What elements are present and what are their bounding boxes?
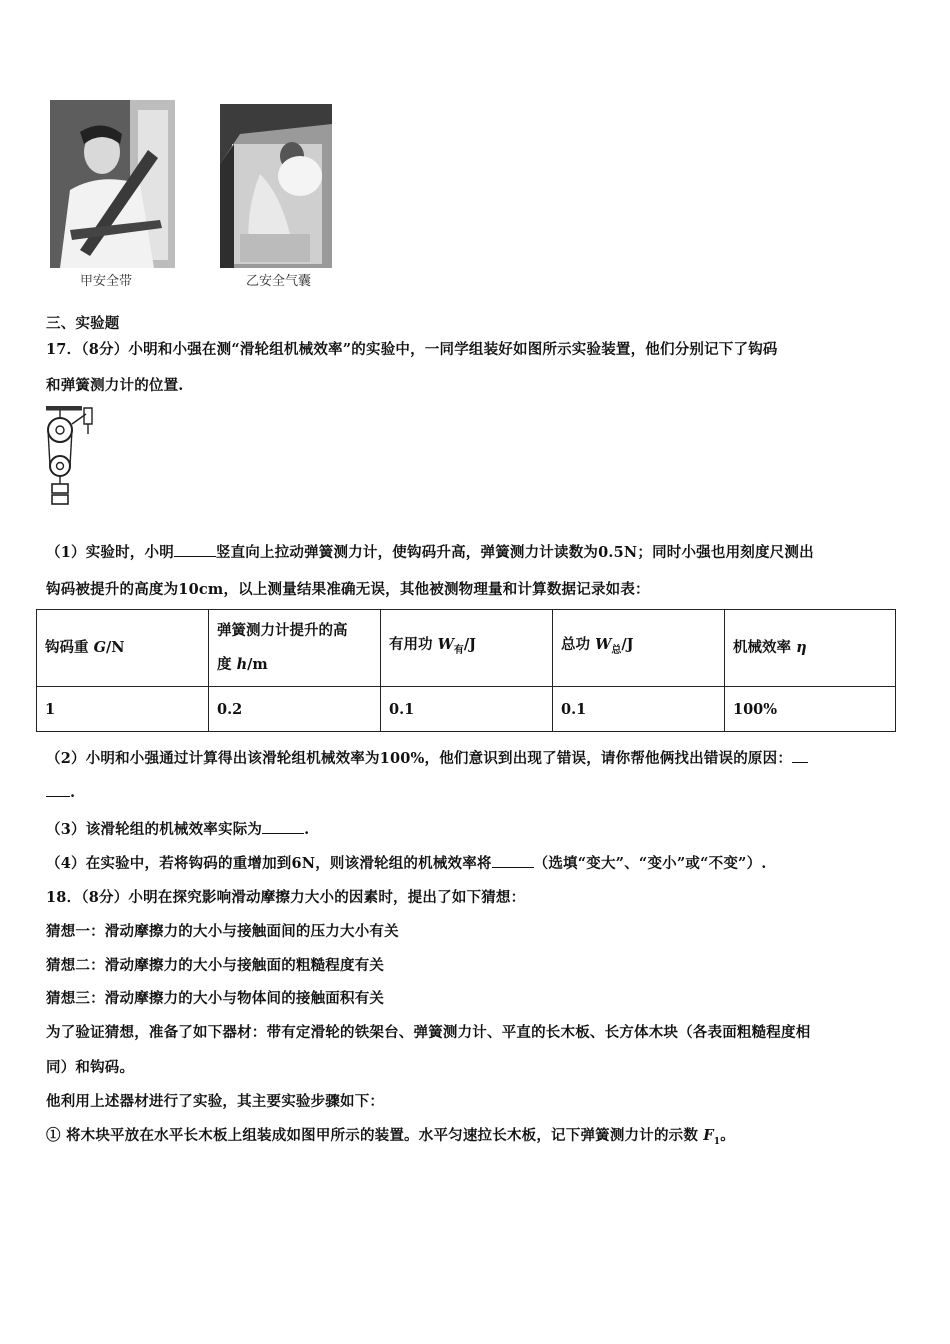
q18-guess1: 猜想一：滑动摩擦力的大小与接触面间的压力大小有关	[46, 923, 399, 940]
q18-line1: 18．（8分）小明在探究影响滑动摩擦力大小的因素时，提出了如下猜想：	[46, 889, 526, 906]
data-table	[36, 609, 896, 732]
q17-part3	[46, 818, 309, 839]
airbag-photo	[220, 104, 332, 268]
q17-part2-end: .	[70, 784, 76, 801]
q17-line1: 17．（8分）小明和小强在测“滑轮组机械效率”的实验中，一同学组装好如图所示实验装置，他们分别记下了钩码	[46, 341, 778, 358]
safety-figures	[48, 100, 368, 290]
seatbelt-photo	[50, 100, 175, 268]
q18-guess2: 猜想二：滑动摩擦力的大小与接触面的粗糙程度有关	[46, 957, 385, 974]
q18-step1-text: ① 将木块平放在水平长木板上组装成如图甲所示的装置。水平匀速拉长木板，记下弹簧测力计的示数	[46, 1127, 704, 1144]
q17-part2-cont	[46, 782, 75, 801]
q17-part4	[46, 852, 767, 873]
q17-part3-end: .	[304, 821, 310, 838]
q17-part2-text: （2）小明和小强通过计算得出该滑轮组机械效率为100%，他们意识到出现了错误，请你帮他俩找出错误的原因：	[46, 750, 793, 767]
q17-part4-end: （选填“变大”、“变小”或“不变”）.	[533, 855, 767, 872]
q17-part1-rest: 竖直向上拉动弹簧测力计，使钩码升高，弹簧测力计读数为0.5N；同时小强也用刻度尺测出	[215, 544, 814, 561]
answer-blank-4[interactable]	[492, 853, 534, 868]
q17-part1-line1	[46, 541, 814, 562]
answer-blank-2-cont[interactable]	[46, 782, 70, 797]
table-cell: 1	[37, 687, 209, 732]
answer-blank-3[interactable]	[262, 819, 304, 834]
header-cell-height: 弹簧测力计提升的高 度 h/m	[209, 610, 381, 687]
table-cell: 100%	[725, 687, 896, 732]
q18-step1	[46, 1124, 735, 1147]
header-cell-useful-work: 有用功 $W_有/J$	[381, 610, 553, 687]
q18-step1-var: F	[703, 1127, 714, 1144]
table-cell: 0.1	[381, 687, 553, 732]
airbag-illustration	[220, 104, 332, 268]
header-cell-weight: 钩码重 G/N	[37, 610, 209, 687]
header-cell-efficiency: 机械效率 η	[725, 610, 896, 687]
table-header-row	[37, 610, 896, 687]
caption-seatbelt: 甲安全带	[80, 274, 133, 289]
q17-part1-prefix: （1）实验时，小明	[46, 544, 174, 561]
table-row	[37, 687, 896, 732]
section-title: 三、实验题	[46, 315, 120, 332]
table-cell: 0.2	[209, 687, 381, 732]
pulley-diagram	[40, 404, 100, 508]
q17-part2	[46, 747, 808, 768]
answer-blank-2[interactable]	[792, 748, 808, 763]
q17-part3-text: （3）该滑轮组的机械效率实际为	[46, 821, 263, 838]
q17-line2: 和弹簧测力计的位置.	[46, 377, 184, 394]
q18-step1-sub: 1	[713, 1136, 721, 1147]
caption-airbag: 乙安全气囊	[246, 274, 312, 289]
q18-steps-intro: 他利用上述器材进行了实验，其主要实验步骤如下：	[46, 1093, 385, 1110]
q18-guess3: 猜想三：滑动摩擦力的大小与物体间的接触面积有关	[46, 990, 385, 1007]
answer-blank-1[interactable]	[174, 542, 216, 557]
q17-part4-text: （4）在实验中，若将钩码的重增加到6N，则该滑轮组的机械效率将	[46, 855, 492, 872]
header-cell-total-work: 总功 $W_总/J$	[553, 610, 725, 687]
q18-equipment-line1: 为了验证猜想，准备了如下器材：带有定滑轮的铁架台、弹簧测力计、平直的长木板、长方体木块（各表面粗糙程度相	[46, 1024, 811, 1041]
table-cell: 0.1	[553, 687, 725, 732]
q17-part1-line2: 钩码被提升的高度为10cm，以上测量结果准确无误，其他被测物理量和计算数据记录如表：	[46, 581, 650, 598]
q18-equipment-line2: 同）和钩码。	[46, 1059, 135, 1076]
q18-step1-end: 。	[720, 1127, 735, 1144]
seatbelt-illustration	[50, 100, 175, 268]
